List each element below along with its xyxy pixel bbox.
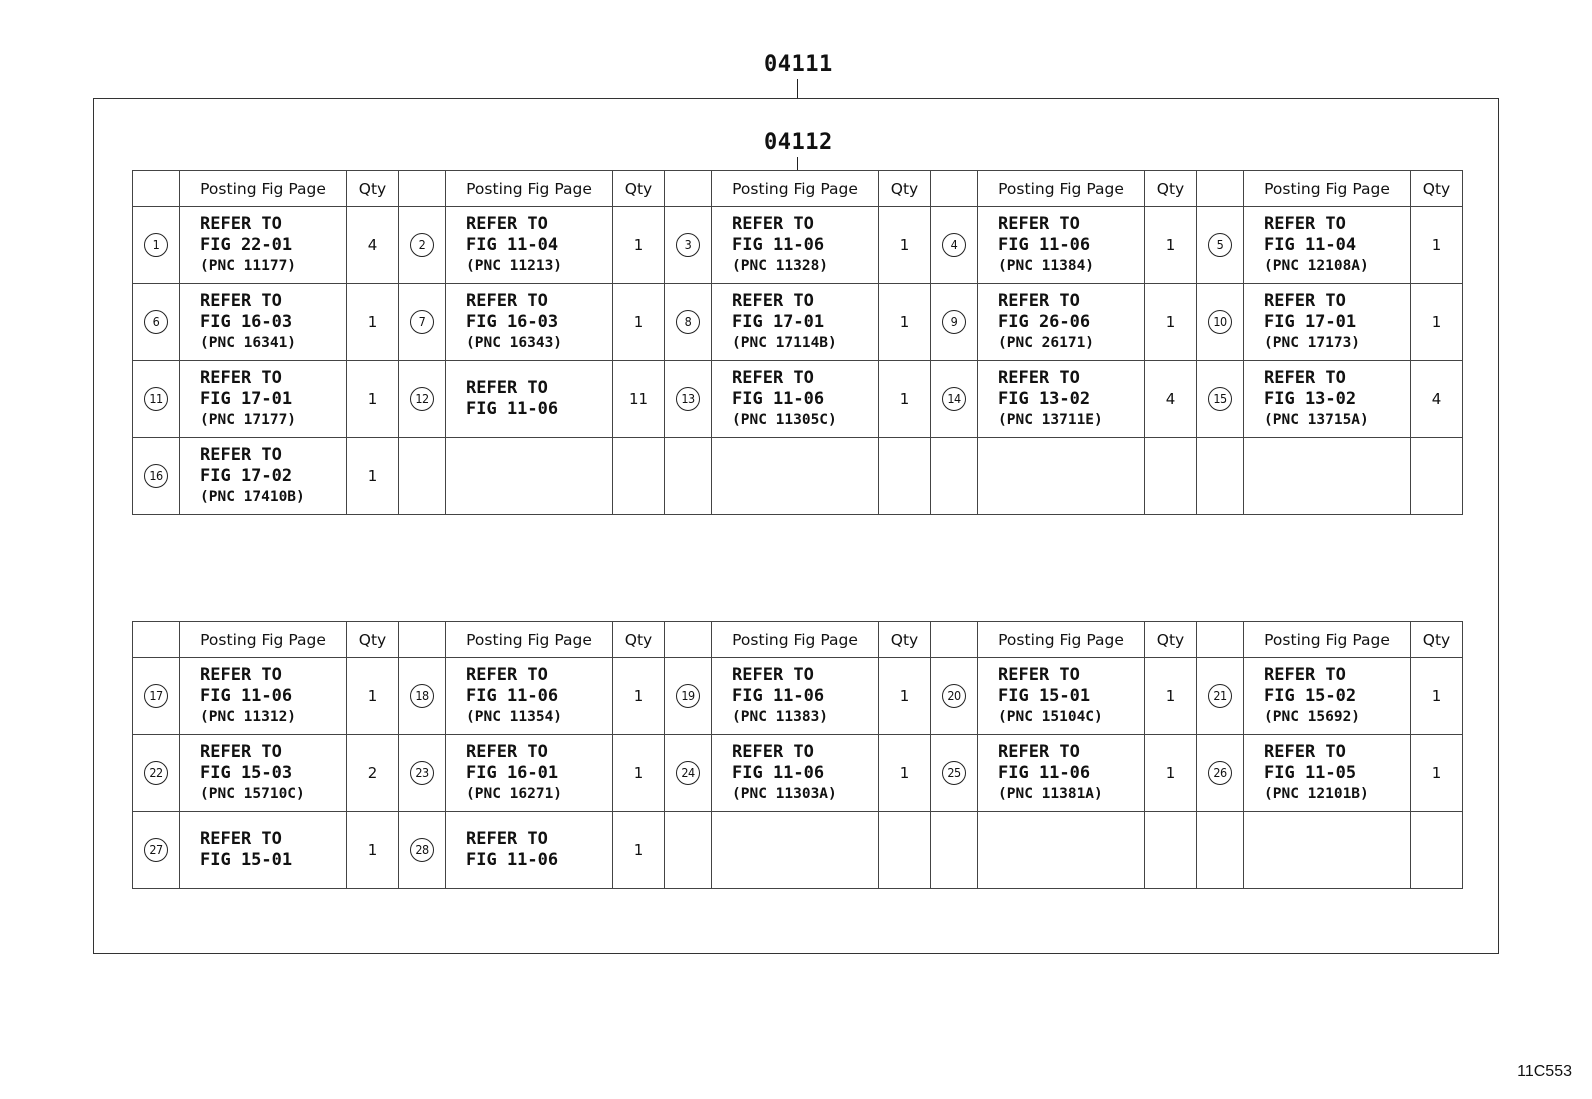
posting-fig-page-cell xyxy=(712,361,879,438)
callout-cell xyxy=(1197,735,1244,812)
fig-reference: FIG 11-06 xyxy=(466,685,559,706)
callout-cell xyxy=(399,361,446,438)
header-qty: Qty xyxy=(347,171,399,207)
qty-cell xyxy=(1145,812,1197,889)
callout-cell xyxy=(399,438,446,515)
callout-cell xyxy=(1197,361,1244,438)
posting-fig-page-cell xyxy=(1244,735,1411,812)
qty-cell xyxy=(1145,438,1197,515)
table-row xyxy=(133,658,1463,735)
callout-number: 8 xyxy=(676,310,700,334)
qty-cell: 1 xyxy=(347,361,399,438)
callout-number: 18 xyxy=(410,684,434,708)
refer-to-text: REFER TO xyxy=(466,213,548,234)
refer-to-text: REFER TO xyxy=(732,213,814,234)
callout-cell xyxy=(133,284,180,361)
header-qty: Qty xyxy=(1145,622,1197,658)
fig-reference: FIG 15-03 xyxy=(200,762,293,783)
pnc-code: (PNC 11305C) xyxy=(732,411,837,428)
fig-reference: FIG 11-06 xyxy=(732,234,825,255)
table-row xyxy=(133,207,1463,284)
header-blank xyxy=(931,171,978,207)
header-blank xyxy=(133,171,180,207)
qty-cell xyxy=(1411,438,1463,515)
header-blank xyxy=(133,622,180,658)
header-posting-fig-page: Posting Fig Page xyxy=(180,171,347,207)
fig-reference: FIG 17-01 xyxy=(200,388,293,409)
posting-fig-page-cell xyxy=(1244,812,1411,889)
refer-to-text: REFER TO xyxy=(1264,367,1346,388)
refer-to-text: REFER TO xyxy=(200,741,282,762)
header-blank xyxy=(665,171,712,207)
fig-reference: FIG 11-04 xyxy=(1264,234,1357,255)
refer-to-text: REFER TO xyxy=(732,741,814,762)
callout-number: 7 xyxy=(410,310,434,334)
fig-reference: FIG 11-06 xyxy=(998,762,1091,783)
posting-fig-page-cell xyxy=(446,438,613,515)
assembly-label-inner: 04112 xyxy=(764,130,833,155)
callout-cell xyxy=(665,207,712,284)
posting-fig-page-cell xyxy=(180,284,347,361)
qty-cell: 1 xyxy=(1145,284,1197,361)
pnc-code: (PNC 17410B) xyxy=(200,488,305,505)
callout-number: 10 xyxy=(1208,310,1232,334)
header-posting-fig-page: Posting Fig Page xyxy=(712,171,879,207)
callout-cell xyxy=(1197,812,1244,889)
table-row xyxy=(133,735,1463,812)
fig-reference: FIG 16-03 xyxy=(200,311,293,332)
posting-fig-page-cell xyxy=(180,207,347,284)
pnc-code: (PNC 17114B) xyxy=(732,334,837,351)
callout-cell xyxy=(133,658,180,735)
callout-cell xyxy=(133,361,180,438)
callout-cell xyxy=(665,438,712,515)
qty-cell xyxy=(879,812,931,889)
posting-fig-page-cell xyxy=(712,438,879,515)
fig-reference: FIG 17-01 xyxy=(1264,311,1357,332)
leader-line-outer xyxy=(797,79,798,98)
pnc-code: (PNC 11354) xyxy=(466,708,563,725)
refer-to-text: REFER TO xyxy=(998,367,1080,388)
leader-line-inner xyxy=(797,157,798,171)
callout-cell xyxy=(133,735,180,812)
callout-cell xyxy=(665,361,712,438)
pnc-code: (PNC 13711E) xyxy=(998,411,1103,428)
posting-fig-page-cell xyxy=(446,284,613,361)
pnc-code: (PNC 12108A) xyxy=(1264,257,1369,274)
qty-cell: 1 xyxy=(613,812,665,889)
callout-cell xyxy=(133,207,180,284)
qty-cell: 1 xyxy=(1145,658,1197,735)
callout-number: 28 xyxy=(410,838,434,862)
callout-number: 19 xyxy=(676,684,700,708)
callout-cell xyxy=(931,438,978,515)
refer-to-text: REFER TO xyxy=(732,664,814,685)
callout-cell xyxy=(399,735,446,812)
qty-cell: 1 xyxy=(879,207,931,284)
header-posting-fig-page: Posting Fig Page xyxy=(446,171,613,207)
figure-code: 11C553 xyxy=(1517,1063,1572,1080)
posting-fig-page-cell xyxy=(446,207,613,284)
callout-number: 27 xyxy=(144,838,168,862)
header-posting-fig-page: Posting Fig Page xyxy=(180,622,347,658)
qty-cell: 1 xyxy=(1411,284,1463,361)
fig-reference: FIG 11-06 xyxy=(732,685,825,706)
pnc-code: (PNC 11177) xyxy=(200,257,297,274)
qty-cell: 4 xyxy=(347,207,399,284)
callout-cell xyxy=(931,658,978,735)
callout-number: 22 xyxy=(144,761,168,785)
posting-fig-page-cell xyxy=(712,812,879,889)
header-blank xyxy=(399,171,446,207)
posting-fig-page-cell xyxy=(446,812,613,889)
refer-to-text: REFER TO xyxy=(1264,290,1346,311)
pnc-code: (PNC 11213) xyxy=(466,257,563,274)
callout-number: 20 xyxy=(942,684,966,708)
header-qty: Qty xyxy=(879,622,931,658)
refer-to-text: REFER TO xyxy=(998,741,1080,762)
posting-fig-page-cell xyxy=(978,812,1145,889)
qty-cell: 1 xyxy=(879,361,931,438)
callout-number: 4 xyxy=(942,233,966,257)
qty-cell: 1 xyxy=(347,438,399,515)
callout-cell xyxy=(133,438,180,515)
callout-number: 1 xyxy=(144,233,168,257)
header-posting-fig-page: Posting Fig Page xyxy=(446,622,613,658)
refer-to-text: REFER TO xyxy=(200,829,282,849)
callout-cell xyxy=(399,207,446,284)
qty-cell: 1 xyxy=(347,812,399,889)
table-row xyxy=(133,812,1463,889)
posting-fig-page-cell xyxy=(978,284,1145,361)
posting-fig-page-cell xyxy=(978,735,1145,812)
table-row xyxy=(133,284,1463,361)
fig-reference: FIG 16-03 xyxy=(466,311,559,332)
posting-fig-page-cell xyxy=(1244,284,1411,361)
header-qty: Qty xyxy=(1411,171,1463,207)
fig-reference: FIG 11-06 xyxy=(732,388,825,409)
callout-number: 26 xyxy=(1208,761,1232,785)
parts-reference-table-2 xyxy=(132,621,1463,889)
fig-reference: FIG 15-02 xyxy=(1264,685,1357,706)
header-posting-fig-page: Posting Fig Page xyxy=(978,622,1145,658)
pnc-code: (PNC 16341) xyxy=(200,334,297,351)
table-header-row xyxy=(133,171,1463,207)
callout-number: 21 xyxy=(1208,684,1232,708)
callout-number: 16 xyxy=(144,464,168,488)
fig-reference: FIG 11-06 xyxy=(200,685,293,706)
posting-fig-page-cell xyxy=(712,735,879,812)
pnc-code: (PNC 11384) xyxy=(998,257,1095,274)
posting-fig-page-cell xyxy=(180,658,347,735)
callout-cell xyxy=(665,735,712,812)
header-qty: Qty xyxy=(613,171,665,207)
qty-cell: 1 xyxy=(1411,658,1463,735)
posting-fig-page-cell xyxy=(446,735,613,812)
refer-to-text: REFER TO xyxy=(732,290,814,311)
qty-cell: 1 xyxy=(1411,735,1463,812)
refer-to-text: REFER TO xyxy=(466,664,548,685)
pnc-code: (PNC 11328) xyxy=(732,257,829,274)
posting-fig-page-cell xyxy=(712,284,879,361)
header-posting-fig-page: Posting Fig Page xyxy=(1244,171,1411,207)
pnc-code: (PNC 15104C) xyxy=(998,708,1103,725)
qty-cell: 1 xyxy=(1411,207,1463,284)
header-blank xyxy=(1197,171,1244,207)
header-blank xyxy=(399,622,446,658)
callout-cell xyxy=(931,207,978,284)
fig-reference: FIG 13-02 xyxy=(1264,388,1357,409)
fig-reference: FIG 17-02 xyxy=(200,465,293,486)
posting-fig-page-cell xyxy=(180,812,347,889)
callout-cell xyxy=(1197,284,1244,361)
fig-reference: FIG 17-01 xyxy=(732,311,825,332)
refer-to-text: REFER TO xyxy=(998,290,1080,311)
header-blank xyxy=(665,622,712,658)
refer-to-text: REFER TO xyxy=(732,367,814,388)
refer-to-text: REFER TO xyxy=(466,290,548,311)
posting-fig-page-cell xyxy=(446,361,613,438)
callout-number: 5 xyxy=(1208,233,1232,257)
callout-cell xyxy=(399,658,446,735)
posting-fig-page-cell xyxy=(978,207,1145,284)
fig-reference: FIG 13-02 xyxy=(998,388,1091,409)
qty-cell: 1 xyxy=(613,284,665,361)
fig-reference: FIG 15-01 xyxy=(998,685,1091,706)
callout-cell xyxy=(665,658,712,735)
posting-fig-page-cell xyxy=(446,658,613,735)
callout-number: 2 xyxy=(410,233,434,257)
callout-number: 11 xyxy=(144,387,168,411)
pnc-code: (PNC 26171) xyxy=(998,334,1095,351)
callout-cell xyxy=(931,812,978,889)
refer-to-text: REFER TO xyxy=(466,378,548,398)
callout-number: 12 xyxy=(410,387,434,411)
qty-cell: 1 xyxy=(347,284,399,361)
fig-reference: FIG 11-06 xyxy=(466,399,559,419)
callout-number: 24 xyxy=(676,761,700,785)
posting-fig-page-cell xyxy=(978,361,1145,438)
callout-cell xyxy=(399,284,446,361)
header-posting-fig-page: Posting Fig Page xyxy=(1244,622,1411,658)
posting-fig-page-cell xyxy=(1244,658,1411,735)
pnc-code: (PNC 12101B) xyxy=(1264,785,1369,802)
callout-number: 17 xyxy=(144,684,168,708)
header-qty: Qty xyxy=(1145,171,1197,207)
fig-reference: FIG 15-01 xyxy=(200,850,293,870)
posting-fig-page-cell xyxy=(180,361,347,438)
parts-reference-table-1 xyxy=(132,170,1463,515)
refer-to-text: REFER TO xyxy=(1264,664,1346,685)
posting-fig-page-cell xyxy=(978,438,1145,515)
fig-reference: FIG 11-06 xyxy=(998,234,1091,255)
refer-to-text: REFER TO xyxy=(998,213,1080,234)
fig-reference: FIG 16-01 xyxy=(466,762,559,783)
pnc-code: (PNC 11381A) xyxy=(998,785,1103,802)
pnc-code: (PNC 15710C) xyxy=(200,785,305,802)
fig-reference: FIG 26-06 xyxy=(998,311,1091,332)
pnc-code: (PNC 17173) xyxy=(1264,334,1361,351)
refer-to-text: REFER TO xyxy=(466,741,548,762)
callout-cell xyxy=(931,361,978,438)
posting-fig-page-cell xyxy=(180,438,347,515)
posting-fig-page-cell xyxy=(1244,438,1411,515)
posting-fig-page-cell xyxy=(1244,361,1411,438)
qty-cell: 1 xyxy=(613,735,665,812)
fig-reference: FIG 11-04 xyxy=(466,234,559,255)
qty-cell: 4 xyxy=(1145,361,1197,438)
pnc-code: (PNC 16343) xyxy=(466,334,563,351)
refer-to-text: REFER TO xyxy=(200,367,282,388)
qty-cell: 1 xyxy=(613,658,665,735)
posting-fig-page-cell xyxy=(180,735,347,812)
callout-number: 25 xyxy=(942,761,966,785)
qty-cell: 1 xyxy=(879,735,931,812)
refer-to-text: REFER TO xyxy=(998,664,1080,685)
pnc-code: (PNC 11312) xyxy=(200,708,297,725)
qty-cell xyxy=(613,438,665,515)
header-qty: Qty xyxy=(347,622,399,658)
callout-cell xyxy=(665,812,712,889)
pnc-code: (PNC 11383) xyxy=(732,708,829,725)
refer-to-text: REFER TO xyxy=(200,290,282,311)
qty-cell: 1 xyxy=(1145,207,1197,284)
header-qty: Qty xyxy=(1411,622,1463,658)
qty-cell: 11 xyxy=(613,361,665,438)
callout-number: 23 xyxy=(410,761,434,785)
callout-cell xyxy=(1197,207,1244,284)
refer-to-text: REFER TO xyxy=(200,444,282,465)
callout-number: 15 xyxy=(1208,387,1232,411)
qty-cell: 4 xyxy=(1411,361,1463,438)
callout-cell xyxy=(133,812,180,889)
header-qty: Qty xyxy=(879,171,931,207)
refer-to-text: REFER TO xyxy=(1264,741,1346,762)
table-row xyxy=(133,438,1463,515)
callout-number: 6 xyxy=(144,310,168,334)
callout-cell xyxy=(1197,658,1244,735)
qty-cell: 1 xyxy=(347,658,399,735)
qty-cell: 2 xyxy=(347,735,399,812)
callout-cell xyxy=(665,284,712,361)
refer-to-text: REFER TO xyxy=(200,664,282,685)
fig-reference: FIG 22-01 xyxy=(200,234,293,255)
pnc-code: (PNC 16271) xyxy=(466,785,563,802)
header-posting-fig-page: Posting Fig Page xyxy=(978,171,1145,207)
qty-cell: 1 xyxy=(879,284,931,361)
qty-cell xyxy=(1411,812,1463,889)
qty-cell: 1 xyxy=(613,207,665,284)
qty-cell: 1 xyxy=(879,658,931,735)
refer-to-text: REFER TO xyxy=(466,829,548,849)
posting-fig-page-cell xyxy=(1244,207,1411,284)
posting-fig-page-cell xyxy=(712,207,879,284)
pnc-code: (PNC 13715A) xyxy=(1264,411,1369,428)
qty-cell: 1 xyxy=(1145,735,1197,812)
header-posting-fig-page: Posting Fig Page xyxy=(712,622,879,658)
table-header-row xyxy=(133,622,1463,658)
callout-number: 3 xyxy=(676,233,700,257)
refer-to-text: REFER TO xyxy=(200,213,282,234)
fig-reference: FIG 11-06 xyxy=(732,762,825,783)
header-blank xyxy=(931,622,978,658)
pnc-code: (PNC 11303A) xyxy=(732,785,837,802)
pnc-code: (PNC 15692) xyxy=(1264,708,1361,725)
posting-fig-page-cell xyxy=(978,658,1145,735)
assembly-label-outer: 04111 xyxy=(764,52,833,77)
callout-cell xyxy=(931,284,978,361)
fig-reference: FIG 11-06 xyxy=(466,850,559,870)
header-qty: Qty xyxy=(613,622,665,658)
fig-reference: FIG 11-05 xyxy=(1264,762,1357,783)
callout-cell xyxy=(1197,438,1244,515)
refer-to-text: REFER TO xyxy=(1264,213,1346,234)
callout-cell xyxy=(931,735,978,812)
callout-number: 14 xyxy=(942,387,966,411)
pnc-code: (PNC 17177) xyxy=(200,411,297,428)
table-row xyxy=(133,361,1463,438)
callout-cell xyxy=(399,812,446,889)
header-blank xyxy=(1197,622,1244,658)
qty-cell xyxy=(879,438,931,515)
callout-number: 13 xyxy=(676,387,700,411)
posting-fig-page-cell xyxy=(712,658,879,735)
callout-number: 9 xyxy=(942,310,966,334)
